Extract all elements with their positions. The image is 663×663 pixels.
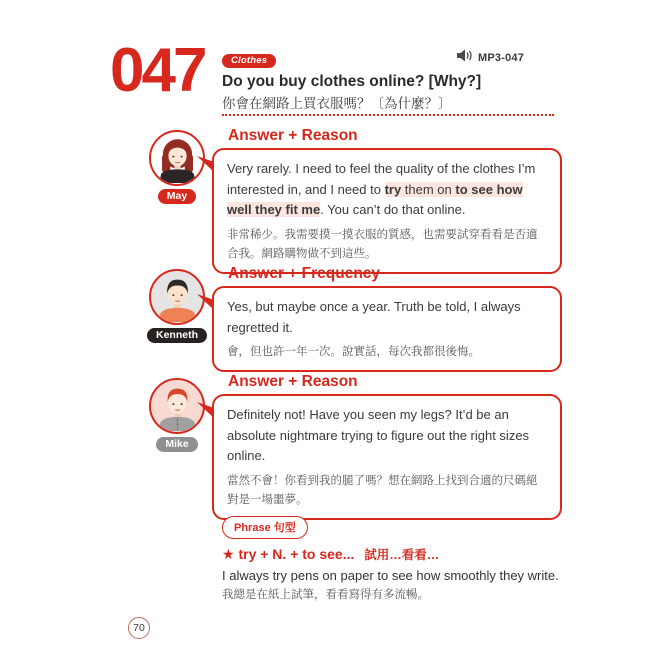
star-icon: ★ <box>222 546 235 562</box>
lesson-subtitle: 你會在網路上買衣服嗎？〔為什麼？〕 <box>222 96 452 112</box>
lesson-title: Do you buy clothes online? [Why?] <box>222 73 482 90</box>
bubble-english: Very rarely. I need to feel the quality of the clothes I’m interested in, and I need to try them on to see how well they fit me. You can’t do that online. <box>227 161 536 218</box>
audio-reference <box>457 49 524 67</box>
phrase-badge: Phrase 句型 <box>222 516 308 539</box>
bubble-chinese: 當然不會！你看到我的腿了嗎？想在網路上找到合適的尺碼絕對是一場噩夢。 <box>227 474 538 506</box>
phrase-example: I always try pens on paper to see how smoothly they write. <box>222 568 559 583</box>
dotted-divider <box>222 114 554 116</box>
section-heading-mike: Answer + Reason <box>228 373 358 390</box>
bubble-chinese: 非常稀少。我需要摸一摸衣服的質感，也需要試穿看看是否適合我。網路購物做不到這些。 <box>227 228 538 260</box>
speech-bubble-mike <box>212 394 562 520</box>
section-heading-kenneth: Answer + Frequency <box>228 265 381 282</box>
page-number: 70 <box>128 617 150 639</box>
bubble-english: Yes, but maybe once a year. Truth be told, I always regretted it. <box>227 299 521 335</box>
lesson-number: 047 <box>110 36 205 105</box>
section-heading-may: Answer + Reason <box>228 127 358 144</box>
phrase-example-chinese: 我總是在紙上試筆，看看寫得有多流暢。 <box>222 589 429 601</box>
speaker-name-badge: Kenneth <box>147 328 207 343</box>
header <box>222 50 481 113</box>
category-badge: Clothes <box>222 54 276 68</box>
phrase-pattern-chinese: 試用…看看… <box>364 548 440 562</box>
speaker-name-badge: Mike <box>156 437 197 452</box>
speech-bubble-may <box>212 148 562 274</box>
bubble-chinese: 會，但也許一年一次。說實話，每次我都很後悔。 <box>227 346 480 359</box>
speaker-name-badge: May <box>158 189 196 204</box>
speech-bubble-kenneth <box>212 286 562 372</box>
audio-track-label: MP3-047 <box>478 52 525 64</box>
phrase-pattern-text: try + N. + to see... <box>238 546 355 562</box>
bubble-english: Definitely not! Have you seen my legs? It’d be an absolute nightmare trying to figure out the right sizes online. <box>227 407 530 464</box>
phrase-pattern <box>222 545 439 563</box>
speaker-icon <box>457 49 473 67</box>
